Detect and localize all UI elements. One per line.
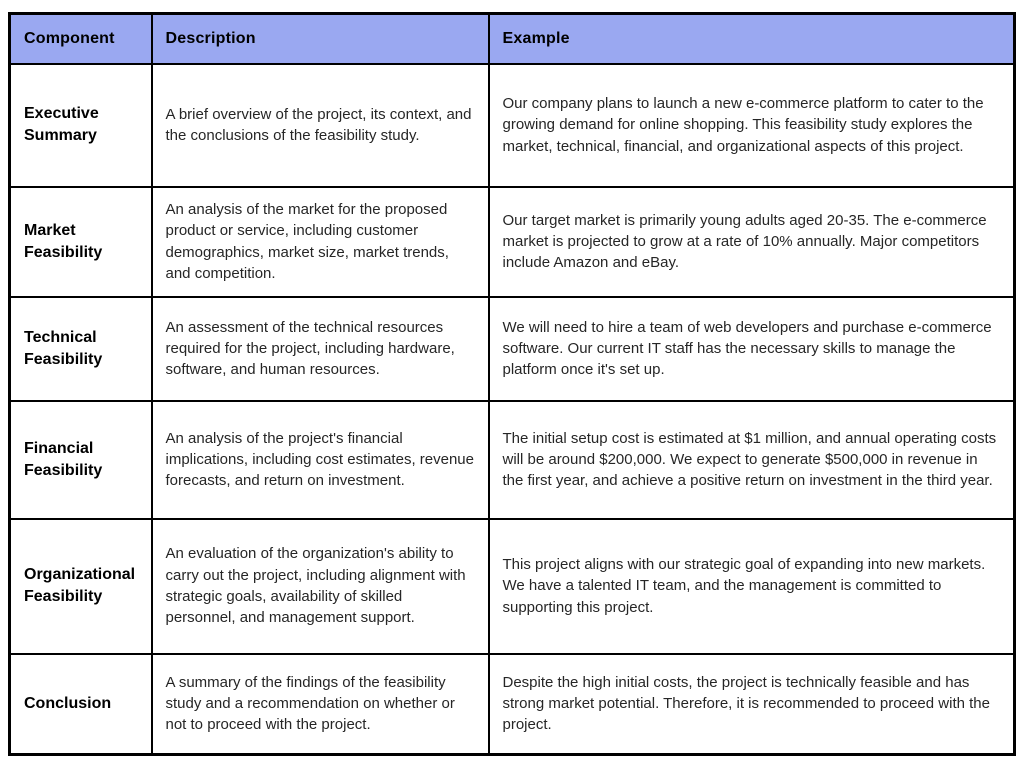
header-cell-component: Component — [10, 14, 152, 64]
example-cell-organizational-feasibility: This project aligns with our strategic goal of expanding into new markets. We have a talented IT team, and the management is committed to supporting this project. — [489, 519, 1015, 654]
table-row — [10, 187, 1015, 297]
example-cell-conclusion: Despite the high initial costs, the project is technically feasible and has strong market potential. Therefore, it is recommended to proceed with the project. — [489, 654, 1015, 755]
header-cell-description: Description — [152, 14, 489, 64]
description-cell-executive-summary: A brief overview of the project, its context, and the conclusions of the feasibility study. — [152, 64, 489, 187]
component-cell-executive-summary: Executive Summary — [10, 64, 152, 187]
description-cell-technical-feasibility: An assessment of the technical resources required for the project, including hardware, software, and human resources. — [152, 297, 489, 401]
table-row — [10, 297, 1015, 401]
header-cell-example: Example — [489, 14, 1015, 64]
example-cell-technical-feasibility: We will need to hire a team of web developers and purchase e-commerce software. Our current IT staff has the necessary skills to manage the platform once it's set up. — [489, 297, 1015, 401]
example-cell-financial-feasibility: The initial setup cost is estimated at $1 million, and annual operating costs will be around $200,000. We expect to generate $500,000 in revenue in the first year, and achieve a positive return on investment in the third year. — [489, 401, 1015, 519]
table-row — [10, 654, 1015, 755]
component-cell-market-feasibility: Market Feasibility — [10, 187, 152, 297]
component-cell-technical-feasibility: Technical Feasibility — [10, 297, 152, 401]
description-cell-financial-feasibility: An analysis of the project's financial implications, including cost estimates, revenue forecasts, and return on investment. — [152, 401, 489, 519]
description-cell-conclusion: A summary of the findings of the feasibility study and a recommendation on whether or not to proceed with the project. — [152, 654, 489, 755]
example-cell-executive-summary: Our company plans to launch a new e-commerce platform to cater to the growing demand for online shopping. This feasibility study explores the market, technical, financial, and organizational aspects of this project. — [489, 64, 1015, 187]
example-cell-market-feasibility: Our target market is primarily young adults aged 20-35. The e-commerce market is projected to grow at a rate of 10% annually. Major competitors include Amazon and eBay. — [489, 187, 1015, 297]
table-row — [10, 401, 1015, 519]
component-cell-organizational-feasibility: Organizational Feasibility — [10, 519, 152, 654]
feasibility-study-table — [8, 12, 1016, 756]
component-cell-conclusion: Conclusion — [10, 654, 152, 755]
table-row — [10, 64, 1015, 187]
table-header-row — [10, 14, 1015, 64]
component-cell-financial-feasibility: Financial Feasibility — [10, 401, 152, 519]
table-row — [10, 519, 1015, 654]
description-cell-organizational-feasibility: An evaluation of the organization's ability to carry out the project, including alignment with strategic goals, availability of skilled personnel, and management support. — [152, 519, 489, 654]
description-cell-market-feasibility: An analysis of the market for the proposed product or service, including customer demographics, market size, market trends, and competition. — [152, 187, 489, 297]
feasibility-study-table-container — [8, 12, 1016, 756]
